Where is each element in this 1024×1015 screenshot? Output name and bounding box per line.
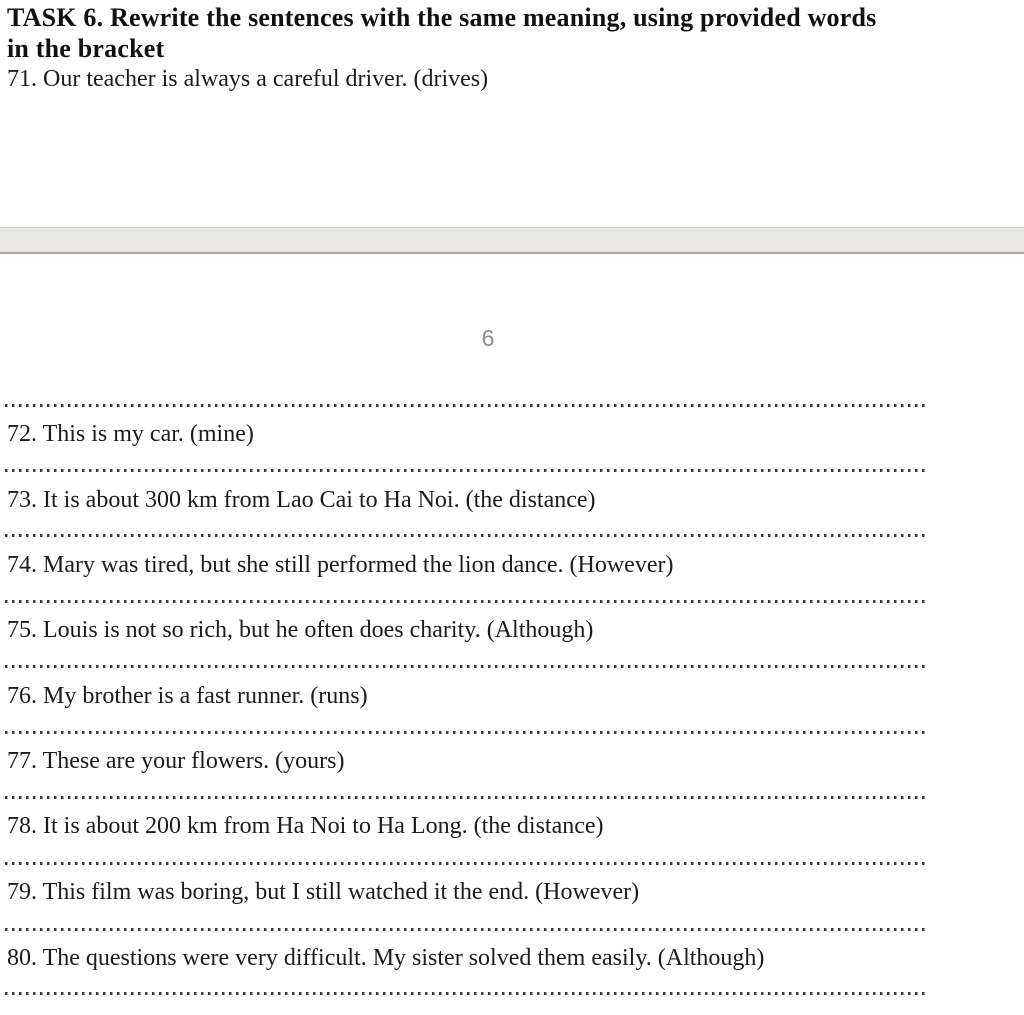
exercise-item-79: 79. This film was boring, but I still watched it the end. (However) [7,879,640,905]
exercise-item-72: 72. This is my car. (mine) [7,421,254,447]
exercise-item-73: 73. It is about 300 km from Lao Cai to Ha Noi. (the distance) [7,487,596,513]
answer-dotted-line [5,404,926,407]
page-number: 6 [481,325,495,351]
exercise-item-80: 80. The questions were very difficult. My sister solved them easily. (Although) [7,945,765,971]
exercise-item-76: 76. My brother is a fast runner. (runs) [7,683,368,709]
answer-dotted-line [5,665,926,668]
task-heading [7,2,1017,64]
exercise-item-71: 71. Our teacher is always a careful driver. (drives) [7,66,489,92]
answer-dotted-line [5,600,926,603]
answer-dotted-line [5,862,926,865]
answer-dotted-line [5,534,926,537]
exercise-item-78: 78. It is about 200 km from Ha Noi to Ha Long. (the distance) [7,813,604,839]
task-heading-line2: in the bracket [7,34,165,63]
answer-dotted-line [5,992,926,995]
exercise-item-74: 74. Mary was tired, but she still performed the lion dance. (However) [7,552,674,578]
exercise-item-77: 77. These are your flowers. (yours) [7,748,345,774]
page-separator-bar [0,227,1024,254]
answer-dotted-line [5,731,926,734]
answer-dotted-line [5,796,926,799]
answer-dotted-line [5,469,926,472]
answer-dotted-line [5,928,926,931]
task-heading-line1: TASK 6. Rewrite the sentences with the same meaning, using provided words [7,3,877,32]
exercise-item-75: 75. Louis is not so rich, but he often does charity. (Although) [7,617,594,643]
